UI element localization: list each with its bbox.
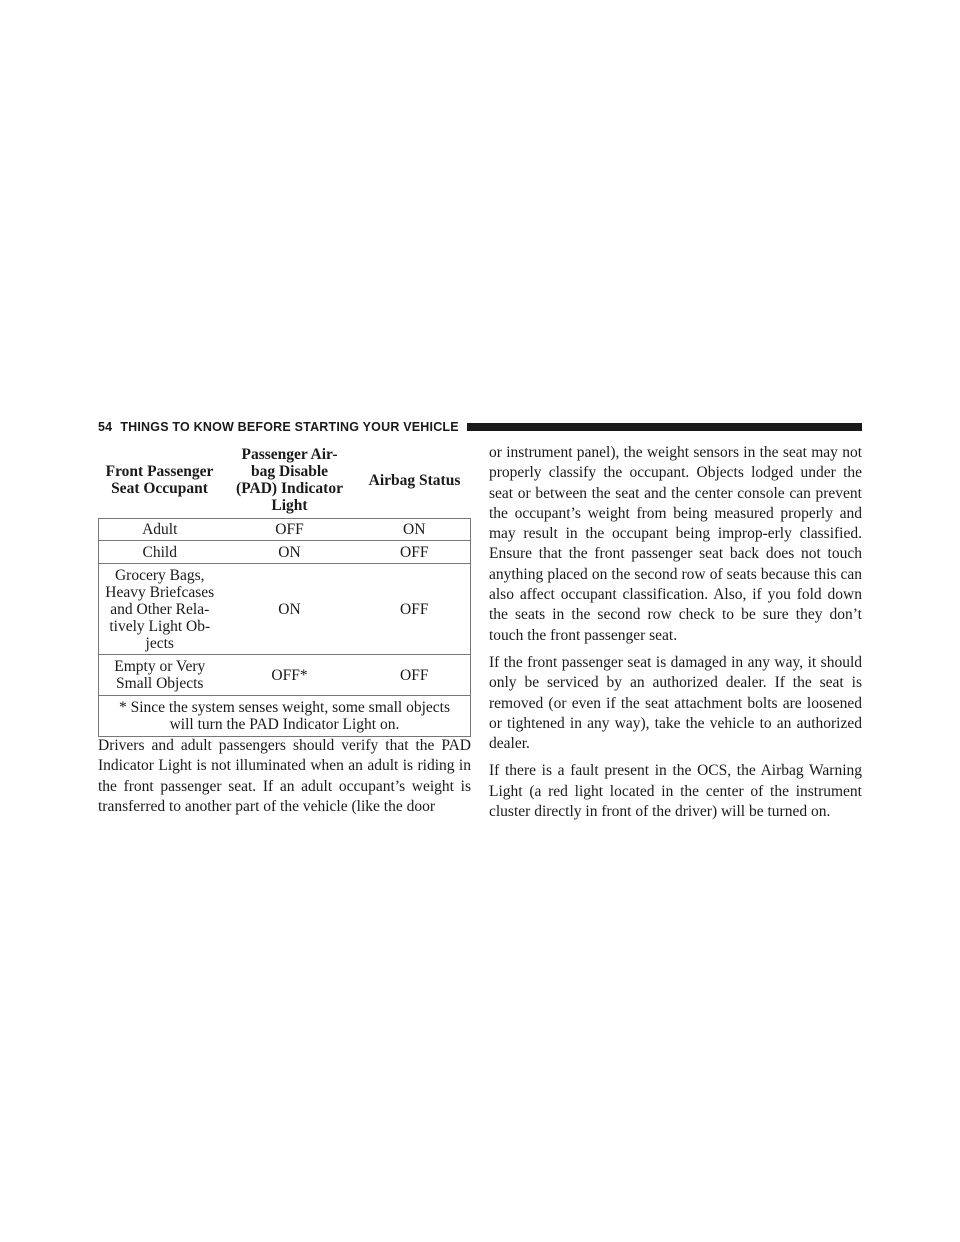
occupant-cell: Child <box>142 543 177 561</box>
table-header-row <box>99 442 471 519</box>
header-rule <box>467 423 862 431</box>
body-paragraph: or instrument panel), the weight sensors in the seat may not properly classify the occupant. Objects lodged under the seat or between the seat and the center console can prevent the occupant’s weight from being measured properly and may result in the occupant being improp-erly classified. Ensure that the front passenger seat back does not touch anything placed on the second row of seats because this can also affect occupant classification. Also, if you fold down the seats in the second row check to be sure they don’t touch the front passenger seat. <box>489 444 862 644</box>
page-number: 54 <box>98 420 113 434</box>
header-airbag-status: Airbag Status <box>368 471 461 489</box>
table-row <box>99 655 471 696</box>
left-column-text <box>98 736 471 817</box>
pad-status-table <box>98 442 471 737</box>
status-cell: OFF <box>400 666 429 684</box>
occupant-cell: Empty or Very Small Objects <box>114 658 206 692</box>
table-row <box>99 564 471 655</box>
page-header <box>98 418 862 436</box>
table-footnote: * Since the system senses weight, some small objects will turn the PAD Indicator Light on. <box>118 699 451 733</box>
status-cell: OFF <box>400 543 429 561</box>
header-pad-indicator: Passenger Air- bag Disable (PAD) Indicator Light <box>236 446 343 514</box>
section-title: THINGS TO KNOW BEFORE STARTING YOUR VEHICLE <box>120 420 459 434</box>
status-cell: ON <box>403 521 426 538</box>
right-column-text <box>489 443 862 822</box>
occupant-cell: Grocery Bags, Heavy Briefcases and Other Rela- tively Light Ob- jects <box>105 566 215 652</box>
table-row <box>99 519 471 541</box>
body-paragraph: If the front passenger seat is damaged in any way, it should only be serviced by an authorized dealer. If the seat is removed (or even if the seat attachment bolts are loosened or tightened in any way), take the vehicle to an authorized dealer. <box>489 653 862 753</box>
table-footnote-row <box>99 696 471 737</box>
body-paragraph: If there is a fault present in the OCS, the Airbag Warning Light (a red light located in the center of the instrument cluster directly in front of the driver) will be turned on. <box>489 762 862 821</box>
pad-cell: OFF* <box>271 666 308 684</box>
pad-cell: ON <box>278 600 301 618</box>
status-cell: OFF <box>400 600 429 618</box>
header-front-passenger: Front Passenger Seat Occupant <box>105 463 214 497</box>
table-row <box>99 541 471 564</box>
occupant-cell: Adult <box>142 521 178 538</box>
pad-cell: OFF <box>275 521 304 538</box>
body-paragraph: Drivers and adult passengers should verify that the PAD Indicator Light is not illuminated when an adult is riding in the front passenger seat. If an adult occupant’s weight is transferred to another part of the vehicle (like the door <box>98 737 471 815</box>
pad-cell: ON <box>278 543 301 561</box>
